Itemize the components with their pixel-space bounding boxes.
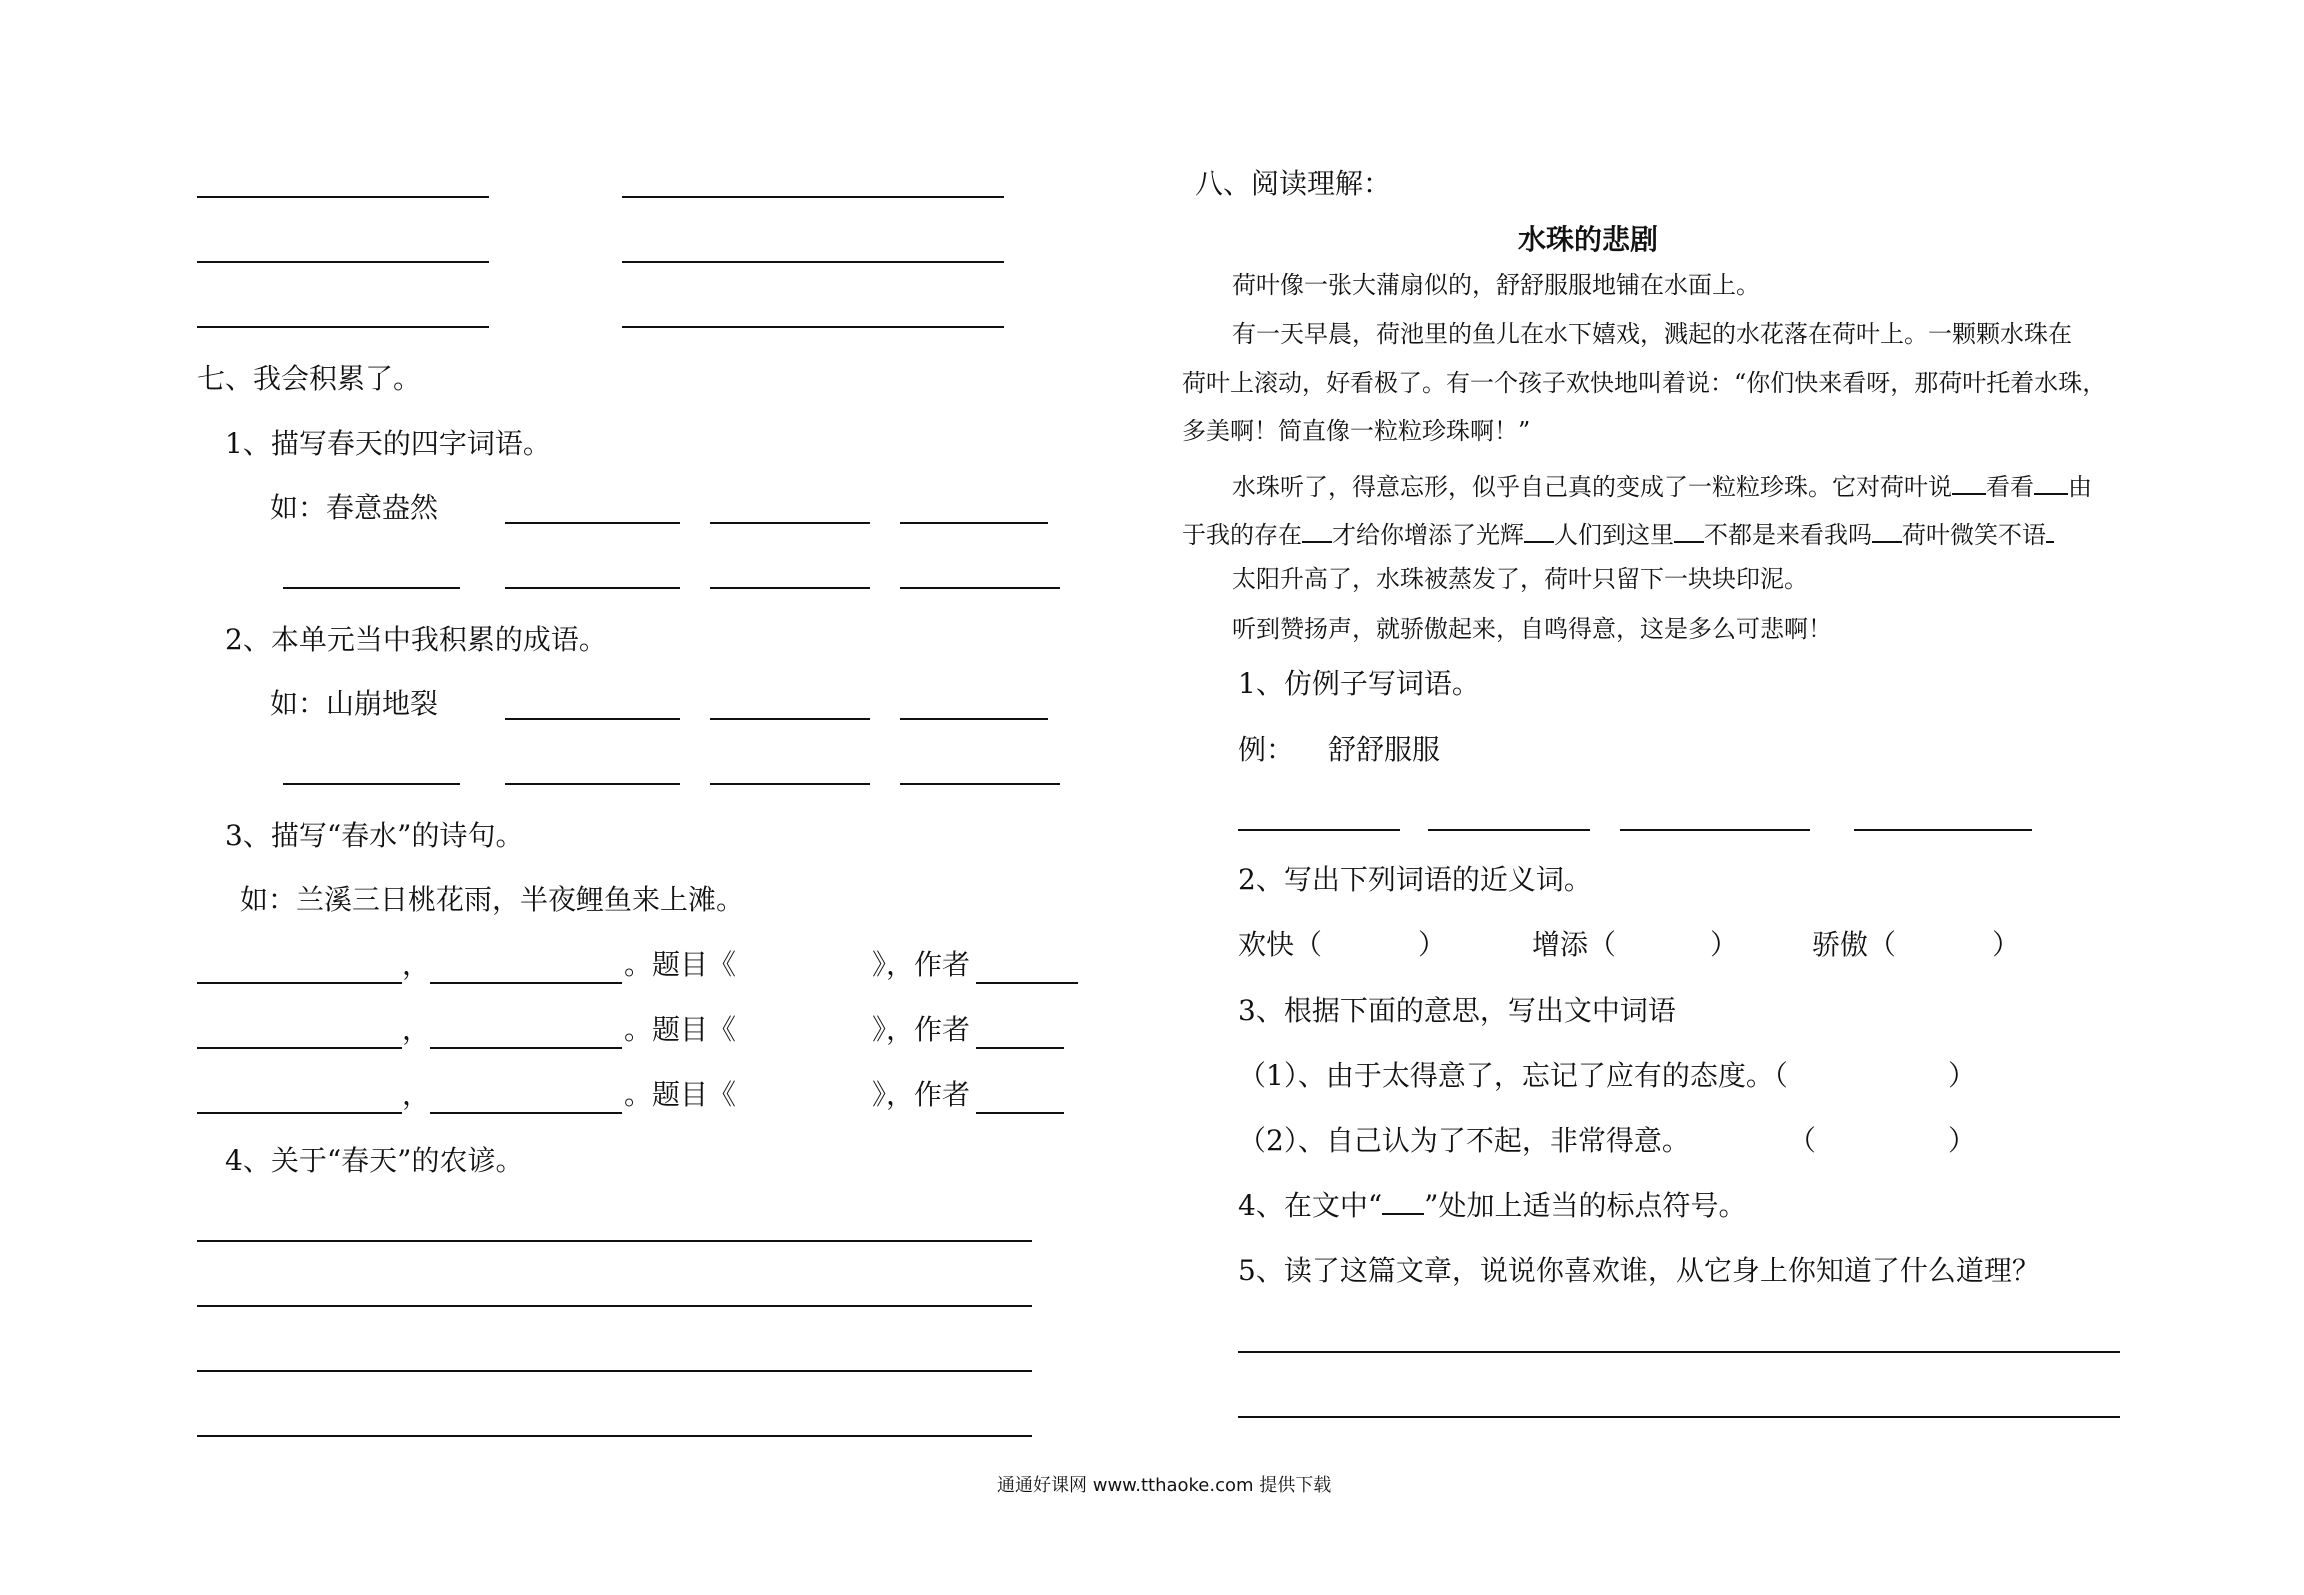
synonym-item-3: 骄傲（ <box>1812 928 1897 961</box>
synonym-item-2-close: ） <box>1710 928 1739 961</box>
answer-line[interactable] <box>283 783 460 785</box>
answer-line[interactable] <box>622 326 1004 328</box>
answer-line[interactable] <box>900 718 1048 720</box>
answer-line[interactable] <box>710 522 870 524</box>
reading-question-5: 5、读了这篇文章，说说你喜欢谁，从它身上你知道了什么道理？ <box>1238 1254 2040 1287</box>
poem-title-label: 。题目《 <box>624 1013 737 1046</box>
poem-comma: ， <box>402 1013 431 1046</box>
story-text: 不都是来看我吗 <box>1704 521 1872 549</box>
answer-line[interactable] <box>505 783 680 785</box>
question-1: 1、描写春天的四字词语。 <box>225 427 551 460</box>
poem-author-label: 》，作者 <box>872 1078 971 1111</box>
punctuation-blank[interactable] <box>1524 515 1554 543</box>
answer-line[interactable] <box>197 326 489 328</box>
punctuation-blank[interactable] <box>1872 515 1902 543</box>
synonym-item-3-close: ） <box>1992 928 2021 961</box>
question-3: 3、描写“春水”的诗句。 <box>225 819 524 852</box>
story-text: 人们到这里 <box>1554 521 1674 549</box>
punctuation-blank[interactable] <box>1674 515 1704 543</box>
story-paragraph-2-line-3: 多美啊！简直像一粒粒珍珠啊！” <box>1182 417 1531 445</box>
story-text: 水珠听了，得意忘形，似乎自己真的变成了一粒粒珍珠。它对荷叶说 <box>1232 473 1952 501</box>
poem-author-label: 》，作者 <box>872 1013 971 1046</box>
answer-line[interactable] <box>710 718 870 720</box>
answer-line[interactable] <box>197 1240 1032 1242</box>
question-text: ”处加上适当的标点符号。 <box>1424 1189 1747 1222</box>
story-text: 才给你增添了光辉 <box>1332 521 1524 549</box>
story-paragraph-1: 荷叶像一张大蒲扇似的，舒舒服服地铺在水面上。 <box>1232 271 1760 299</box>
reading-question-3: 3、根据下面的意思，写出文中词语 <box>1238 994 1676 1027</box>
story-text: 由 <box>2068 473 2092 501</box>
page-footer: 通通好课网 www.tthaoke.com 提供下载 <box>997 1475 1332 1496</box>
reading-question-3-item-2: （2）、自己认为了不起，非常得意。 <box>1238 1124 1690 1157</box>
question-3-example: 如：兰溪三日桃花雨，半夜鲤鱼来上滩。 <box>240 883 745 916</box>
answer-line[interactable] <box>197 1047 402 1049</box>
answer-line[interactable] <box>900 587 1060 589</box>
poem-comma: ， <box>402 1078 431 1111</box>
question-2-example: 如：山崩地裂 <box>270 687 439 720</box>
answer-line[interactable] <box>197 1435 1032 1437</box>
reading-question-1-example: 舒舒服服 <box>1328 733 1441 766</box>
story-text: 荷叶微笑不语 <box>1902 521 2046 549</box>
punctuation-blank-sample <box>1382 1191 1424 1215</box>
poem-author-label: 》，作者 <box>872 948 971 981</box>
answer-line[interactable] <box>1854 829 2032 831</box>
answer-line[interactable] <box>283 587 460 589</box>
answer-line[interactable] <box>1238 1351 2120 1353</box>
reading-question-3-item-1: （1）、由于太得意了，忘记了应有的态度。（ <box>1238 1059 1788 1092</box>
story-paragraph-3-line-2 <box>1182 515 2054 550</box>
answer-line[interactable] <box>430 1047 622 1049</box>
punctuation-blank[interactable] <box>1302 515 1332 543</box>
answer-line[interactable] <box>1238 1416 2120 1418</box>
answer-line[interactable] <box>976 982 1078 984</box>
punctuation-blank[interactable] <box>1952 467 1986 495</box>
synonym-item-1: 欢快（ <box>1238 928 1323 961</box>
answer-line[interactable] <box>710 783 870 785</box>
answer-line[interactable] <box>197 1112 402 1114</box>
reading-question-2: 2、写出下列词语的近义词。 <box>1238 863 1592 896</box>
story-title: 水珠的悲剧 <box>1518 223 1659 256</box>
answer-line[interactable] <box>505 522 680 524</box>
answer-line[interactable] <box>197 1370 1032 1372</box>
answer-line[interactable] <box>505 587 680 589</box>
story-paragraph-2-line-1: 有一天早晨，荷池里的鱼儿在水下嬉戏，溅起的水花落在荷叶上。一颗颗水珠在 <box>1232 320 2072 348</box>
section-8-heading: 八、阅读理解： <box>1195 167 1392 200</box>
story-paragraph-4: 太阳升高了，水珠被蒸发了，荷叶只留下一块块印泥。 <box>1232 565 1808 593</box>
question-1-example: 如：春意盎然 <box>270 491 439 524</box>
reading-question-3-item-1-close: ） <box>1948 1059 1977 1092</box>
reading-question-3-item-2-close: ） <box>1948 1124 1977 1157</box>
reading-question-1: 1、仿例子写词语。 <box>1238 667 1480 700</box>
story-paragraph-3-line-1 <box>1232 467 2092 502</box>
poem-comma: ， <box>402 948 431 981</box>
punctuation-blank[interactable] <box>2046 515 2054 543</box>
section-7-heading: 七、我会积累了。 <box>197 362 422 395</box>
answer-line[interactable] <box>622 196 1004 198</box>
answer-line[interactable] <box>976 1047 1064 1049</box>
poem-title-label: 。题目《 <box>624 948 737 981</box>
answer-line[interactable] <box>622 261 1004 263</box>
reading-question-3-item-2-open: （ <box>1788 1124 1817 1157</box>
answer-line[interactable] <box>1238 829 1400 831</box>
answer-line[interactable] <box>900 522 1048 524</box>
answer-line[interactable] <box>1428 829 1590 831</box>
story-paragraph-2-line-2: 荷叶上滚动，好看极了。有一个孩子欢快地叫着说：“你们快来看呀，那荷叶托着水珠， <box>1182 369 2107 397</box>
answer-line[interactable] <box>197 1305 1032 1307</box>
reading-question-1-example-label: 例： <box>1238 733 1295 766</box>
story-paragraph-5: 听到赞扬声，就骄傲起来，自鸣得意，这是多么可悲啊！ <box>1232 615 1832 643</box>
reading-question-4 <box>1238 1189 1746 1223</box>
question-4: 4、关于“春天”的农谚。 <box>225 1144 524 1177</box>
answer-line[interactable] <box>505 718 680 720</box>
answer-line[interactable] <box>710 587 870 589</box>
story-text: 于我的存在 <box>1182 521 1302 549</box>
answer-line[interactable] <box>430 1112 622 1114</box>
synonym-item-2: 增添（ <box>1532 928 1617 961</box>
answer-line[interactable] <box>900 783 1060 785</box>
answer-line[interactable] <box>197 261 489 263</box>
poem-title-label: 。题目《 <box>624 1078 737 1111</box>
question-text: 4、在文中“ <box>1238 1189 1383 1222</box>
story-text: 看看 <box>1986 473 2034 501</box>
synonym-item-1-close: ） <box>1418 928 1447 961</box>
answer-line[interactable] <box>430 982 622 984</box>
answer-line[interactable] <box>197 196 489 198</box>
answer-line[interactable] <box>197 982 402 984</box>
answer-line[interactable] <box>976 1112 1064 1114</box>
question-2: 2、本单元当中我积累的成语。 <box>225 623 607 656</box>
answer-line[interactable] <box>1620 829 1810 831</box>
punctuation-blank[interactable] <box>2034 467 2068 495</box>
